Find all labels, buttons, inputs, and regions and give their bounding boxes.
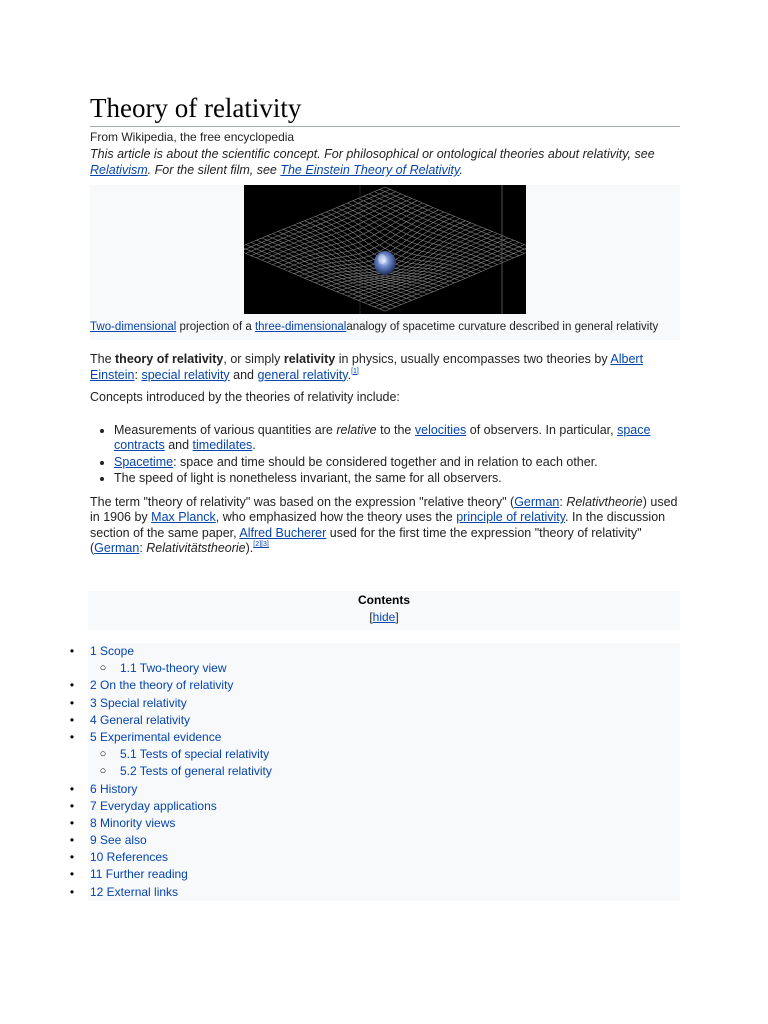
bullet-icon: • bbox=[69, 850, 75, 865]
toc-item-see-also[interactable] bbox=[69, 832, 680, 849]
velocities-link[interactable]: velocities bbox=[414, 422, 467, 437]
term-text-4: , who emphasized how the theory uses the bbox=[215, 510, 457, 524]
list-item bbox=[114, 423, 680, 454]
figure-caption bbox=[90, 314, 680, 338]
toc-item-scope[interactable] bbox=[69, 643, 680, 660]
toc-item-label[interactable]: 1.1 Two-theory view bbox=[120, 661, 227, 676]
einstein-theory-film-link[interactable]: The Einstein Theory of Relativity bbox=[280, 163, 460, 177]
intro-bold-1: theory of relativity bbox=[115, 352, 224, 366]
toc-item-everyday-applications[interactable] bbox=[69, 798, 680, 815]
toc-hide-link[interactable]: hide bbox=[372, 610, 396, 624]
term-text-2: : bbox=[559, 494, 567, 509]
term-emphasis-1: Relativtheorie bbox=[566, 494, 643, 509]
special-relativity-link[interactable]: special relativity bbox=[141, 367, 230, 382]
hatnote-text-1: This article is about the scientific concept. For philosophical or ontological theories about relativity, see bbox=[90, 147, 655, 161]
page-title: Theory of relativity bbox=[90, 92, 680, 127]
reference-1-link[interactable]: [1] bbox=[351, 367, 359, 375]
concepts-list bbox=[90, 423, 680, 487]
concept-1-text-2: to the bbox=[376, 422, 415, 437]
concept-1-text-1: Measurements of various quantities are bbox=[114, 422, 337, 437]
spacetime-link[interactable]: Spacetime bbox=[114, 454, 174, 469]
term-paragraph bbox=[90, 495, 680, 557]
toc-item-general-relativity[interactable] bbox=[69, 712, 680, 729]
toc-item-label[interactable]: 5 Experimental evidence bbox=[90, 729, 222, 744]
german-link-1[interactable]: German bbox=[514, 494, 560, 509]
table-of-contents bbox=[88, 591, 680, 630]
caption-text-2: analogy of spacetime curvature described in general relativity bbox=[346, 321, 659, 333]
circle-bullet-icon: ○ bbox=[99, 662, 107, 675]
bullet-icon: • bbox=[69, 815, 75, 830]
general-relativity-link[interactable]: general relativity bbox=[257, 367, 348, 382]
toc-item-label[interactable]: 7 Everyday applications bbox=[90, 798, 217, 813]
circle-bullet-icon: ○ bbox=[99, 748, 107, 761]
intro-text-4: : bbox=[134, 367, 142, 382]
bullet-icon: • bbox=[69, 781, 75, 796]
intro-text-1: The bbox=[90, 352, 116, 366]
relativism-link[interactable]: Relativism bbox=[90, 163, 148, 177]
toc-title: Contents bbox=[358, 593, 410, 607]
intro-text-3: in physics, usually encompasses two theories by bbox=[335, 352, 611, 366]
toc-item-label[interactable]: 5.1 Tests of special relativity bbox=[120, 747, 270, 762]
time-link[interactable]: time bbox=[192, 438, 217, 452]
toc-item-tests-general[interactable] bbox=[88, 763, 680, 780]
term-text-3: ) used in 1906 by bbox=[90, 494, 678, 524]
contracts-link[interactable]: contracts bbox=[114, 438, 165, 452]
toc-item-references[interactable] bbox=[69, 849, 680, 866]
dilates-link[interactable]: dilates bbox=[216, 438, 253, 452]
bullet-icon: • bbox=[69, 712, 75, 727]
toc-item-on-the-theory[interactable] bbox=[69, 677, 680, 694]
hatnote-text-3: . bbox=[459, 163, 463, 177]
toc-item-label[interactable]: 6 History bbox=[90, 781, 138, 796]
tagline: From Wikipedia, the free encyclopedia bbox=[90, 130, 295, 144]
bullet-icon: • bbox=[69, 678, 75, 693]
bullet-icon: • bbox=[69, 644, 75, 658]
term-emphasis-2: Relativitätstheorie bbox=[146, 541, 246, 555]
concept-1-text-5: and bbox=[164, 438, 193, 452]
alfred-bucherer-link[interactable]: Alfred Bucherer bbox=[239, 525, 327, 540]
two-dimensional-link[interactable]: Two-dimensional bbox=[90, 321, 177, 333]
bullet-icon: • bbox=[69, 884, 75, 899]
term-text-8: ). bbox=[245, 541, 254, 555]
bullet-icon: • bbox=[69, 729, 75, 744]
toc-item-label[interactable]: 5.2 Tests of general relativity bbox=[120, 764, 272, 779]
principle-of-relativity-link[interactable]: principle of relativity bbox=[456, 510, 566, 524]
term-text-5: . In the discussion section of the same paper, bbox=[90, 510, 666, 540]
term-text-6: used for the first time the expression "theory of relativity" ( bbox=[90, 525, 642, 555]
toc-item-external-links[interactable] bbox=[69, 884, 680, 901]
bullet-icon: • bbox=[69, 798, 75, 813]
toc-item-label[interactable]: 11 Further reading bbox=[90, 867, 188, 882]
toc-item-label[interactable]: 2 On the theory of relativity bbox=[90, 678, 234, 693]
concept-1-text-6: . bbox=[252, 438, 256, 452]
intro-paragraph bbox=[90, 352, 680, 383]
intro-text-5: and bbox=[229, 367, 258, 382]
german-link-2[interactable]: German bbox=[94, 541, 140, 555]
concepts-intro: Concepts introduced by the theories of relativity include: bbox=[90, 390, 400, 404]
toc-item-label[interactable]: 3 Special relativity bbox=[90, 695, 187, 710]
toc-item-label[interactable]: 10 References bbox=[90, 850, 169, 865]
intro-text-2: , or simply bbox=[223, 352, 284, 366]
toc-item-two-theory-view[interactable] bbox=[88, 660, 680, 677]
hatnote-text-2: . For the silent film, see bbox=[147, 163, 281, 177]
three-dimensional-link[interactable]: three-dimensional bbox=[254, 321, 347, 333]
intro-bold-2: relativity bbox=[283, 352, 336, 366]
toc-hide-toggle bbox=[88, 607, 680, 630]
figure bbox=[90, 185, 680, 340]
toc-item-further-reading[interactable] bbox=[69, 866, 680, 883]
spacetime-curvature-image[interactable] bbox=[244, 185, 526, 314]
list-item bbox=[114, 455, 680, 471]
toc-item-label[interactable]: 12 External links bbox=[90, 884, 179, 899]
concept-1-text-3: of observers. In particular, bbox=[466, 422, 618, 437]
caption-text-1: projection of a bbox=[176, 321, 255, 333]
concept-2-text: : space and time should be considered together and in relation to each other. bbox=[173, 454, 598, 469]
toc-hide-open-bracket: [ bbox=[369, 610, 373, 624]
reference-2-3-link[interactable]: [2][3] bbox=[253, 541, 269, 548]
toc-item-minority-views[interactable] bbox=[69, 815, 680, 832]
toc-hide-close-bracket: ] bbox=[395, 610, 399, 624]
toc-item-label[interactable]: 4 General relativity bbox=[90, 712, 191, 727]
list-item: • The speed of light is nonetheless invariant, the same for all observers. bbox=[114, 471, 680, 487]
hatnote bbox=[90, 146, 680, 178]
bullet-icon: • bbox=[69, 867, 75, 882]
toc-item-history[interactable] bbox=[69, 781, 680, 798]
toc-item-label[interactable]: 8 Minority views bbox=[90, 815, 176, 830]
circle-bullet-icon: ○ bbox=[99, 765, 107, 778]
bullet-icon: • bbox=[69, 833, 75, 848]
albert-einstein-link[interactable]: Albert Einstein bbox=[90, 352, 644, 382]
toc-item-label[interactable]: 1 Scope bbox=[90, 644, 135, 658]
concept-1-emphasis: relative bbox=[336, 422, 377, 437]
bullet-icon: • bbox=[69, 695, 75, 710]
toc-item-special-relativity[interactable] bbox=[69, 695, 680, 712]
toc-item-label[interactable]: 9 See also bbox=[90, 833, 147, 848]
max-planck-link[interactable]: Max Planck bbox=[151, 510, 216, 524]
toc-item-experimental-evidence[interactable] bbox=[69, 729, 680, 746]
term-text-1: The term "theory of relativity" was based on the expression "relative theory" ( bbox=[90, 494, 515, 509]
term-text-7: : bbox=[139, 541, 147, 555]
toc-item-tests-special[interactable] bbox=[88, 746, 680, 763]
toc-list bbox=[0, 643, 680, 901]
intro-text-6: . bbox=[347, 367, 352, 382]
space-link[interactable]: space bbox=[617, 422, 651, 437]
article bbox=[90, 92, 680, 557]
